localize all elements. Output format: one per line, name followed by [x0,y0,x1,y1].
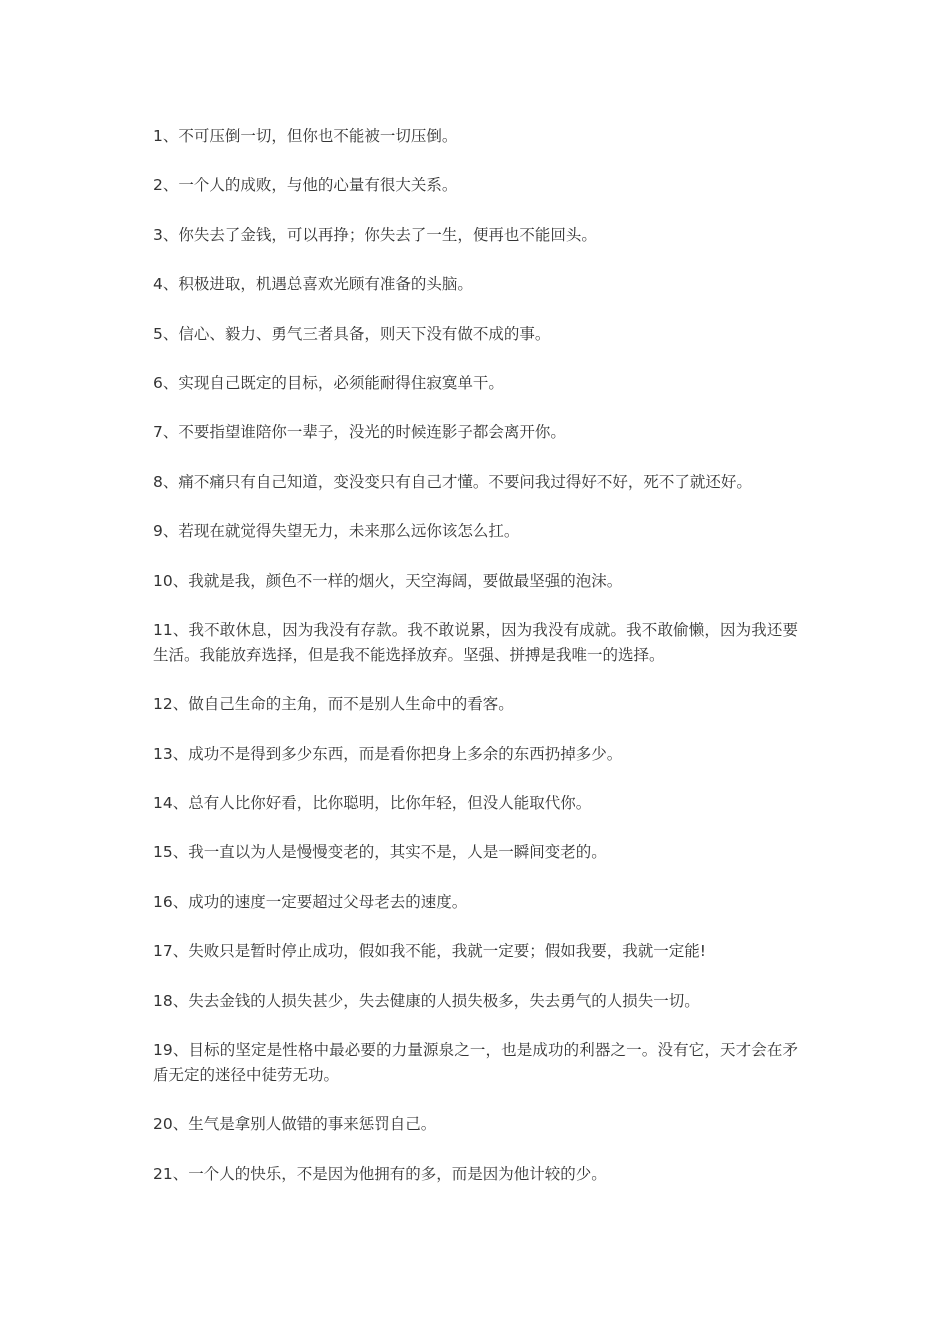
list-item: 13、成功不是得到多少东西，而是看你把身上多余的东西扔掉多少。 [153,744,623,763]
list-item: 17、失败只是暂时停止成功，假如我不能，我就一定要；假如我要，我就一定能! [153,942,706,961]
list-item: 9、若现在就觉得失望无力，未来那么远你该怎么扛。 [153,522,520,541]
list-item: 1、不可压倒一切，但你也不能被一切压倒。 [153,127,458,145]
list-item: 19、目标的坚定是性格中最必要的力量源泉之一，也是成功的利器之一。没有它，天才会在矛盾无定的迷径中徒劳无功。 [153,1041,798,1085]
list-item: 16、成功的速度一定要超过父母老去的速度。 [153,892,468,911]
list-item: 8、痛不痛只有自己知道，变没变只有自己才懂。不要问我过得好不好，死不了就还好。 [153,472,752,491]
list-item: 7、不要指望谁陪你一辈子，没光的时候连影子都会离开你。 [153,423,566,442]
list-item: 2、一个人的成败，与他的心量有很大关系。 [153,176,458,195]
list-item: 6、实现自己既定的目标，必须能耐得住寂寞单干。 [153,373,504,392]
list-item: 10、我就是我，颜色不一样的烟火，天空海阔，要做最坚强的泡沫。 [153,571,623,590]
list-item: 14、总有人比你好看，比你聪明，比你年轻，但没人能取代你。 [153,794,592,813]
list-item: 3、你失去了金钱，可以再挣；你失去了一生，便再也不能回头。 [153,225,597,244]
list-item: 20、生气是拿别人做错的事来惩罚自己。 [153,1115,437,1134]
quote-list [153,124,798,1211]
list-item: 18、失去金钱的人损失甚少，失去健康的人损失极多，失去勇气的人损失一切。 [153,991,700,1010]
list-item: 5、信心、毅力、勇气三者具备，则天下没有做不成的事。 [153,324,551,343]
list-item: 11、我不敢休息，因为我没有存款。我不敢说累，因为我没有成就。我不敢偷懒，因为我还要生活。我能放弃选择，但是我不能选择放弃。坚强、拼搏是我唯一的选择。 [153,620,798,664]
list-item: 4、积极进取，机遇总喜欢光顾有准备的头脑。 [153,275,473,294]
list-item: 12、做自己生命的主角，而不是别人生命中的看客。 [153,695,514,714]
list-item: 21、一个人的快乐，不是因为他拥有的多，而是因为他计较的少。 [153,1164,607,1183]
list-item: 15、我一直以为人是慢慢变老的，其实不是，人是一瞬间变老的。 [153,843,607,862]
